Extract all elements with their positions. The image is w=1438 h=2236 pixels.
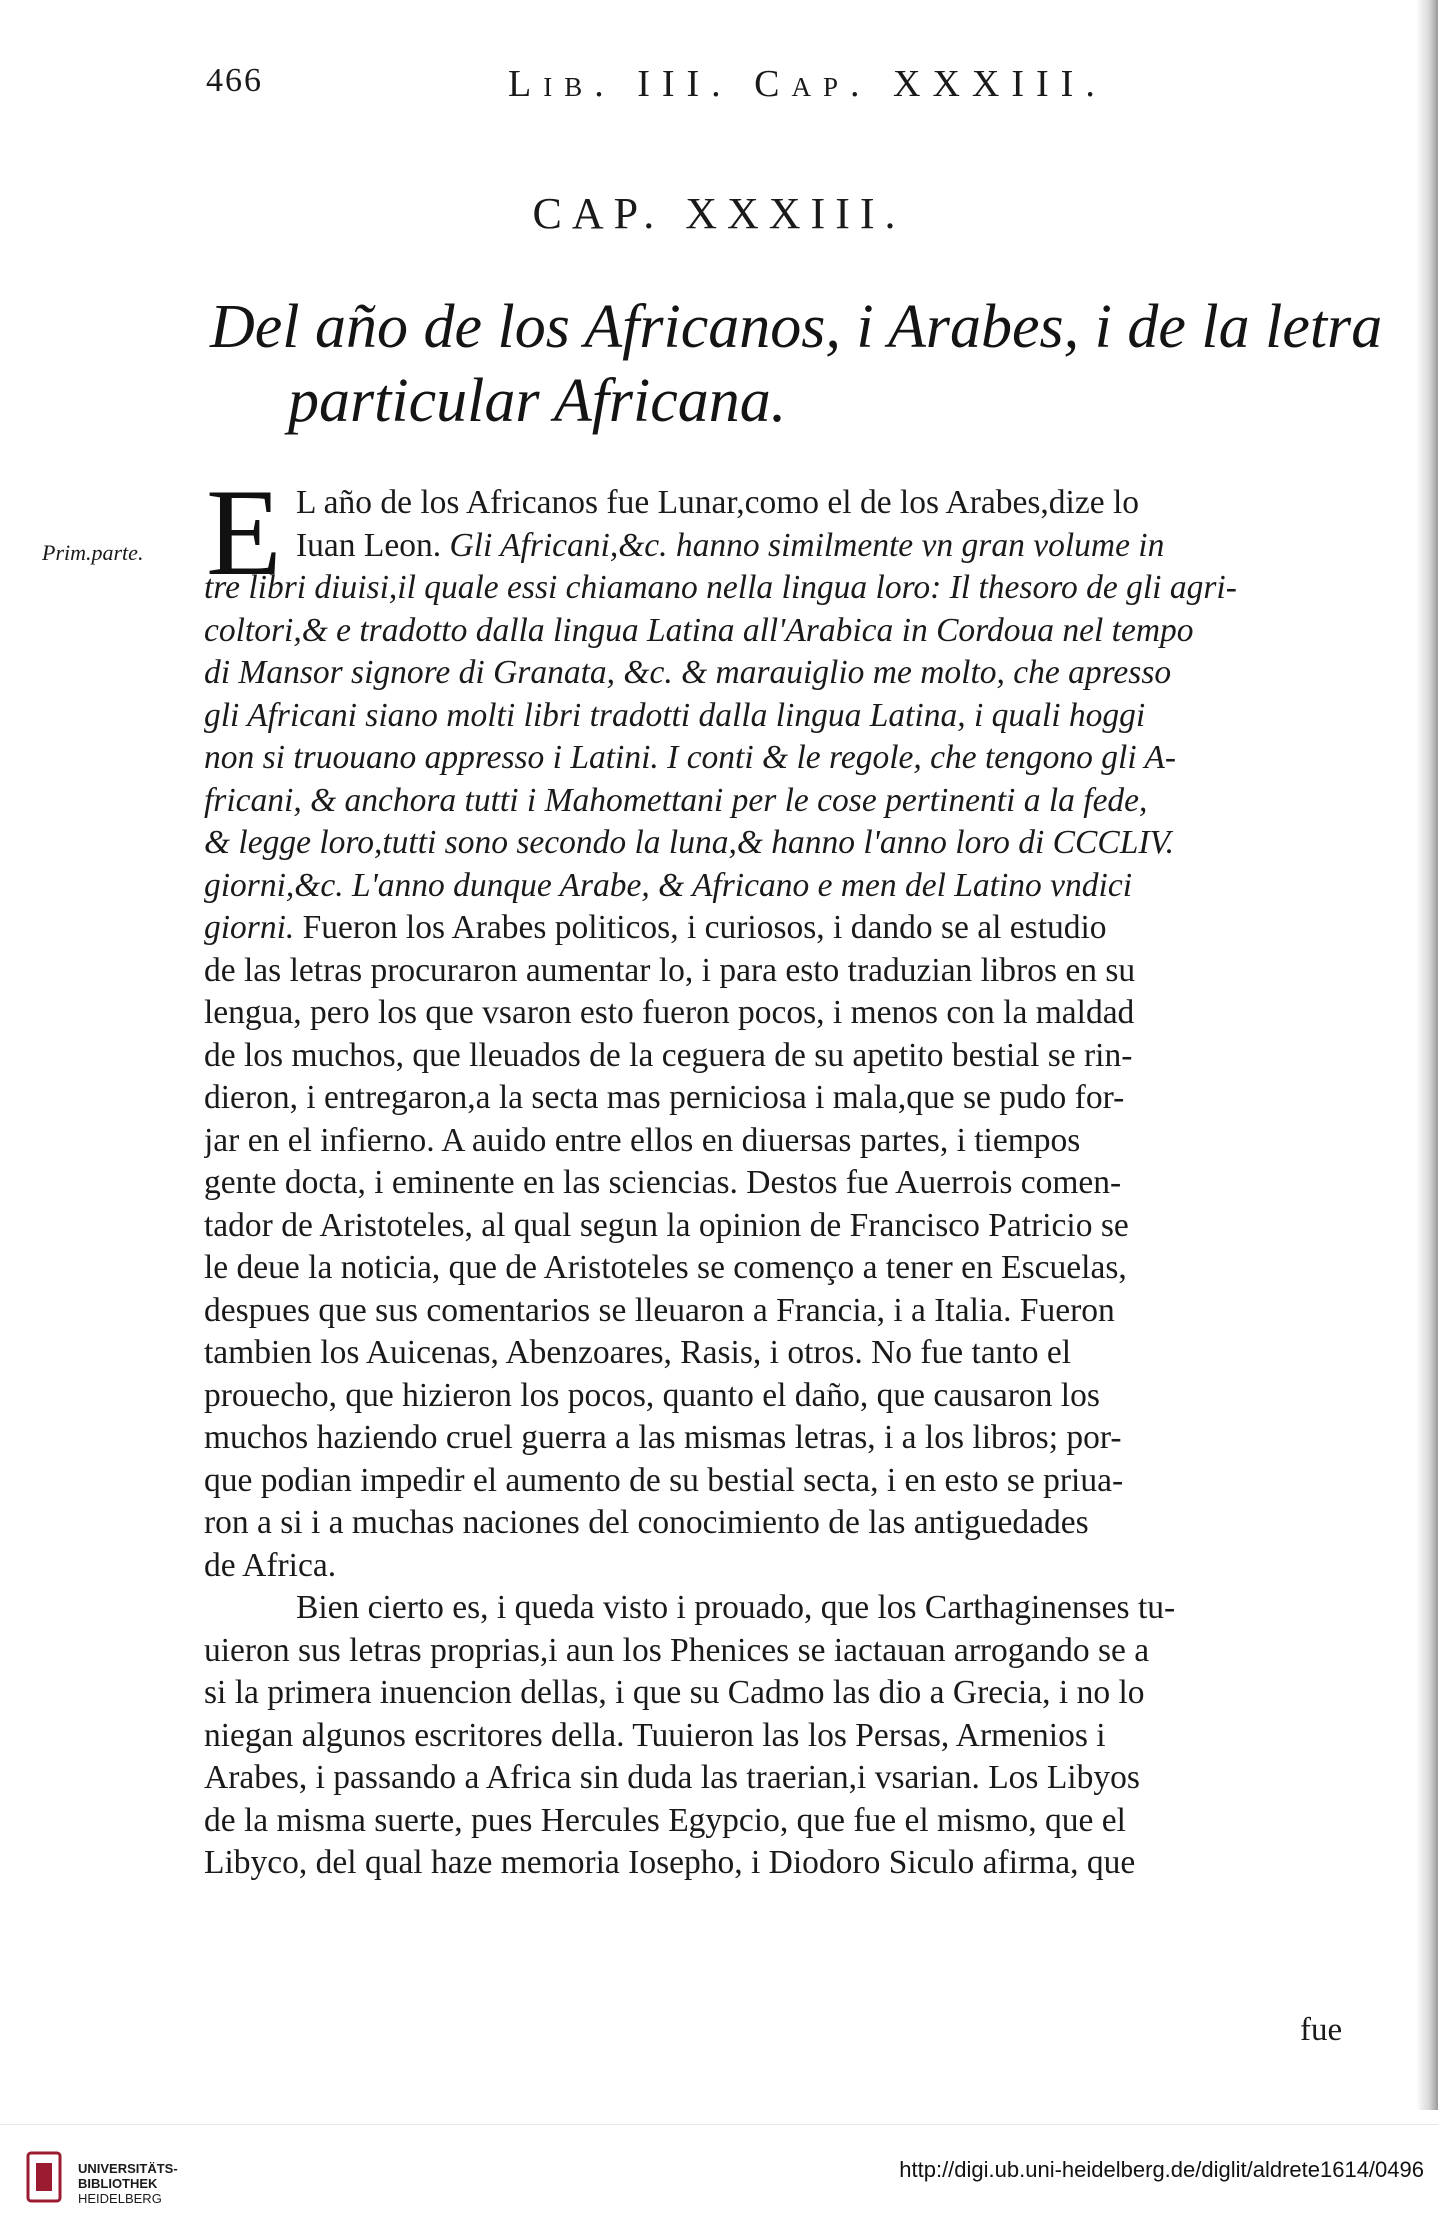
text-line (204, 695, 1360, 738)
italic-segment: fricani, & anchora tutti i Mahomettani per le cose pertinenti a la fede, (204, 781, 1148, 819)
roman-segment: uieron sus letras proprias,i aun los Phenices se iactauan arrogando se a (204, 1631, 1150, 1669)
roman-segment: muchos haziendo cruel guerra a las mismas letras, i a los libros; por- (204, 1419, 1122, 1456)
library-line-3: HEIDELBERG (78, 2191, 162, 2206)
text-line (204, 1162, 1360, 1205)
italic-segment: Gli Africani,&c. hanno similmente vn gran volume in (449, 526, 1165, 564)
roman-segment: de la misma suerte, pues Hercules Egypcio, que fue el mismo, que el (204, 1801, 1126, 1839)
text-line (204, 950, 1360, 993)
roman-segment: dieron, i entregaron,a la secta mas perniciosa i mala,que se pudo for- (204, 1079, 1125, 1116)
text-line (204, 1332, 1360, 1375)
italic-segment: non si truouano appresso i Latini. I conti & le regole, che tengono gli A- (204, 739, 1177, 776)
text-line (204, 780, 1360, 823)
text-line (204, 525, 1360, 568)
italic-segment: coltori,& e tradotto dalla lingua Latina all'Arabica in Cordoua nel tempo (204, 611, 1194, 649)
text-line (204, 992, 1360, 1035)
roman-segment: que podian impedir el aumento de su bestial secta, i en esto se priua- (204, 1461, 1124, 1499)
roman-segment: Arabes, i passando a Africa sin duda las traerian,i vsarian. Los Libyos (204, 1759, 1140, 1796)
footer-bar (0, 2124, 1438, 2236)
text-line (204, 1630, 1360, 1673)
library-name (78, 2161, 178, 2206)
roman-segment: de los muchos, que lleuados de la ceguera de su apetito bestial se rin- (204, 1036, 1133, 1074)
running-head-text: Lib. III. Cap. XXXIII. (508, 63, 1107, 105)
text-line (204, 1417, 1360, 1460)
italic-segment: giorni,&c. L'anno dunque Arabe, & Africano e men del Latino vndici (204, 866, 1133, 904)
italic-segment: tre libri diuisi,il quale essi chiamano nella lingua loro: Il thesoro de gli agri- (204, 569, 1237, 606)
text-line (204, 1757, 1360, 1800)
roman-segment: tambien los Auicenas, Abenzoares, Rasis, i otros. No fue tanto el (204, 1334, 1072, 1371)
roman-segment: si la primera inuencion dellas, i que su Cadmo las dio a Grecia, i no lo (204, 1674, 1145, 1711)
text-line (204, 1375, 1360, 1418)
chapter-title-line-2: particular Africana. (288, 367, 787, 435)
italic-segment: di Mansor signore di Granata, &c. & marauiglio me molto, che apresso (204, 654, 1172, 691)
italic-segment: gli Africani siano molti libri tradotti dalla lingua Latina, i quali hoggi (204, 696, 1146, 734)
text-line (204, 567, 1360, 610)
margin-note: Prim.parte. (42, 540, 144, 565)
text-line (204, 1205, 1360, 1248)
drop-cap: E (206, 464, 282, 601)
body-text (204, 482, 1360, 1885)
page-number: 466 (206, 62, 263, 99)
text-line (204, 1545, 1360, 1588)
catchword: fue (1300, 2012, 1343, 2048)
library-line-1: UNIVERSITÄTS- (78, 2161, 178, 2176)
roman-segment: de Africa. (204, 1546, 337, 1584)
text-line (204, 1460, 1360, 1503)
roman-segment: niegan algunos escritores della. Tuuieron las los Persas, Armenios i (204, 1716, 1106, 1754)
university-seal-icon (24, 2149, 64, 2205)
roman-segment: lengua, pero los que vsaron esto fueron pocos, i menos con la maldad (204, 994, 1135, 1031)
running-head (206, 62, 1356, 112)
roman-segment: Libyco, del qual haze memoria Iosepho, i Diodoro Siculo afirma, que (204, 1844, 1136, 1881)
roman-segment: Fueron los Arabes politicos, i curiosos, i dando se al estudio (294, 909, 1107, 946)
roman-segment: ron a si i a muchas naciones del conocimiento de las antiguedades (204, 1504, 1089, 1541)
text-line (204, 1715, 1360, 1758)
roman-segment: jar en el infierno. A auido entre ellos en diuersas partes, i tiempos (204, 1121, 1081, 1159)
text-line (204, 1502, 1360, 1545)
text-line (204, 737, 1360, 780)
library-line-2: BIBLIOTHEK (78, 2176, 158, 2191)
text-line (204, 822, 1360, 865)
roman-segment: gente docta, i eminente en las sciencias. Destos fue Auerrois comen- (204, 1164, 1122, 1201)
text-line (204, 610, 1360, 653)
text-line (204, 1672, 1360, 1715)
chapter-title (210, 290, 1390, 438)
roman-segment: prouecho, que hizieron los pocos, quanto el daño, que causaron los (204, 1376, 1100, 1414)
text-line (204, 1077, 1360, 1120)
text-line (204, 1587, 1360, 1630)
roman-segment: Iuan Leon. (296, 526, 450, 564)
text-line (204, 1247, 1360, 1290)
text-line (204, 482, 1360, 525)
roman-segment: Bien cierto es, i queda visto i prouado, que los Carthaginenses tu- (296, 1589, 1176, 1626)
source-url[interactable]: http://digi.ub.uni-heidelberg.de/diglit/aldrete1614/0496 (899, 2157, 1424, 2182)
roman-segment: tador de Aristoteles, al qual segun la opinion de Francisco Patricio se (204, 1206, 1129, 1244)
text-line (204, 1290, 1360, 1333)
roman-segment: L año de los Africanos fue Lunar,como el de los Arabes,dize lo (296, 484, 1140, 521)
text-line (204, 652, 1360, 695)
text-line (204, 1800, 1360, 1843)
italic-segment: giorni. (204, 909, 295, 946)
roman-segment: le deue la noticia, que de Aristoteles se començo a tener en Escuelas, (204, 1249, 1127, 1286)
chapter-title-line-1: Del año de los Africanos, i Arabes, i de la letra (210, 293, 1383, 361)
roman-segment: de las letras procuraron aumentar lo, i para esto traduzian libros en su (204, 951, 1136, 989)
text-line (204, 1120, 1360, 1163)
roman-segment: despues que sus comentarios se lleuaron a Francia, i a Italia. Fueron (204, 1291, 1115, 1329)
chapter-heading: CAP. XXXIII. (532, 189, 906, 238)
italic-segment: & legge loro,tutti sono secondo la luna,& hanno l'anno loro di CCCLIV. (204, 824, 1175, 861)
text-line (204, 865, 1360, 908)
text-line (204, 1035, 1360, 1078)
text-line (204, 1842, 1360, 1885)
text-line (204, 907, 1360, 950)
